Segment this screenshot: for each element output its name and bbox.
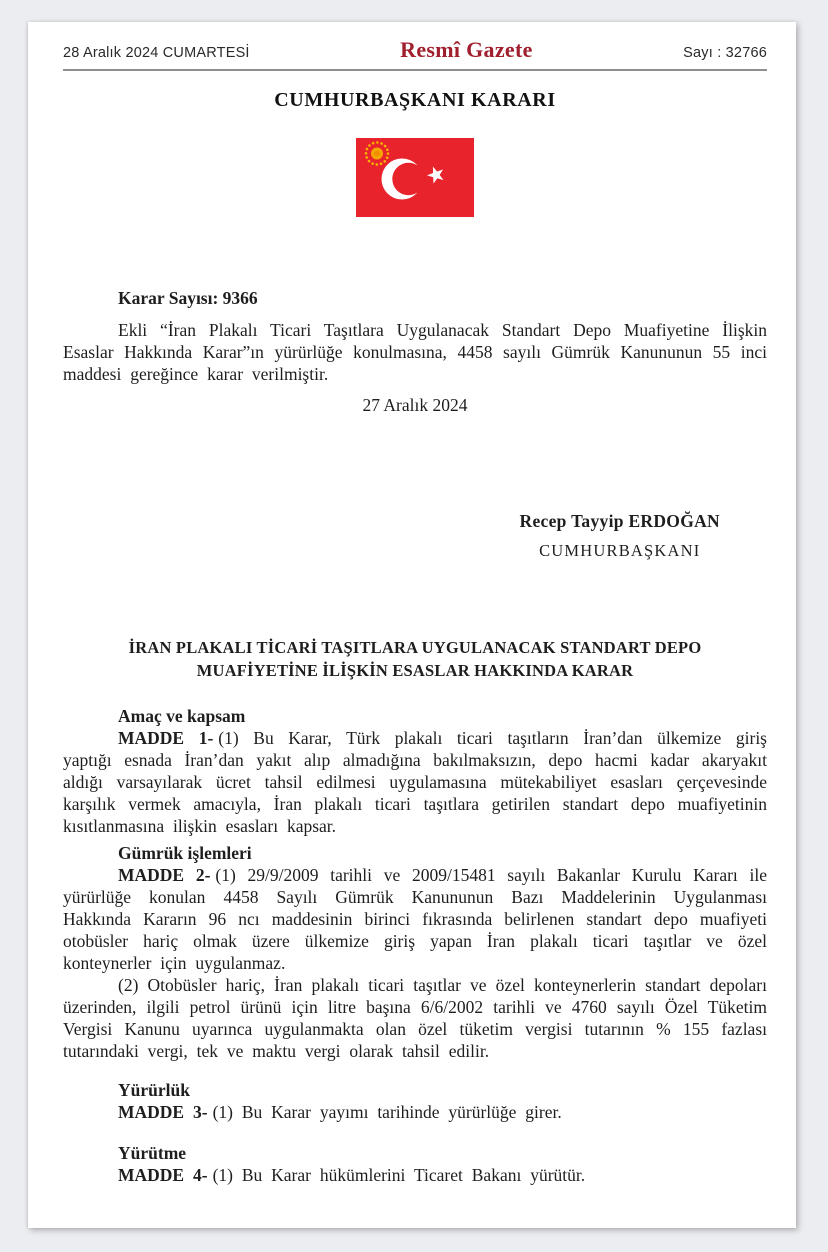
article-madde-4: [63, 1164, 767, 1186]
article-text: (2) Otobüsler hariç, İran plakalı ticari taşıtlar ve özel konteynerlerin standart depoları üzerinden, ilgili petrol ürünü için litre başına 6/6/2002 tarihli ve 4760 sayılı Özel Tüketim Vergisi Kanunu uyarınca uygulanmakta olan özel tüketim vergisi tutarının % 155 fazlası tutarındaki vergi, tek ve maktu vergi olarak tahsil edilir.: [63, 975, 767, 1061]
article-text: (1) Bu Karar, Türk plakalı ticari taşıtların İran’dan ülkemize giriş yaptığı esnada İran’dan yakıt alıp almadığına bakılmaksızın, depo hacmi kadar akaryakıt aldığı varsayılarak ücret tahsil edilmesi uygulamasına mütekabiliyet esasları çerçevesinde karşılık vermek amacıyla, İran plakalı ticari taşıtlara getirilen standart depo muafiyetinin kısıtlanmasına ilişkin esasları kapsar.: [63, 728, 767, 836]
section-yururluk: [63, 1080, 767, 1123]
president-title: CUMHURBAŞKANI: [539, 541, 701, 560]
article-label: MADDE 4-: [118, 1165, 208, 1185]
article-label: MADDE 1-: [118, 728, 214, 748]
decision-date: 27 Aralık 2024: [362, 395, 468, 415]
gazette-page: [28, 22, 796, 1228]
section-yurutme: [63, 1143, 767, 1186]
gazette-issue-number: Sayı : 32766: [683, 45, 767, 61]
article-madde-3: [63, 1101, 767, 1123]
section-heading: Yürütme: [118, 1143, 187, 1163]
gazette-date: 28 Aralık 2024 CUMARTESİ: [63, 45, 250, 61]
section-heading: Yürürlük: [118, 1080, 190, 1100]
president-name: Recep Tayyip ERDOĞAN: [519, 511, 720, 531]
section-heading: Amaç ve kapsam: [118, 706, 246, 726]
decision-intro-paragraph: Ekli “İran Plakalı Ticari Taşıtlara Uygulanacak Standart Depo Muafiyetine İlişkin Esaslar Hakkında Karar”ın yürürlüğe konulmasına, 4458 sayılı Gümrük Kanununun 55 inci maddesi gereğince karar verilmiştir.: [63, 320, 767, 384]
flag-container: [63, 138, 767, 222]
article-madde-2-fikra-1: [63, 864, 767, 974]
page-content: [28, 37, 796, 1186]
article-madde-2-fikra-2: [63, 974, 767, 1062]
signature-block: [520, 511, 720, 561]
decision-number: Karar Sayısı: 9366: [118, 288, 258, 308]
article-label: MADDE 3-: [118, 1102, 208, 1122]
gazette-title: Resmî Gazete: [400, 37, 533, 62]
article-text: (1) Bu Karar hükümlerini Ticaret Bakanı yürütür.: [212, 1165, 586, 1185]
section-gumruk-islemleri: [63, 843, 767, 1062]
article-madde-1: [63, 727, 767, 837]
article-text: (1) Bu Karar yayımı tarihinde yürürlüğe girer.: [212, 1102, 562, 1122]
article-text: (1) 29/9/2009 tarihli ve 2009/15481 sayılı Bakanlar Kurulu Kararı ile yürürlüğe konulan 4458 Sayılı Gümrük Kanununun Bazı Maddelerinin Uygulanması Hakkında Kararın 96 ncı maddesinin birinci fıkrasında belirlenen standart depo muafiyeti otobüsler hariç olmak üzere ülkemize giriş yapan İran plakalı ticari taşıtlar ve özel konteynerler için uygulanmaz.: [63, 865, 767, 973]
article-label: MADDE 2-: [118, 865, 211, 885]
section-amac-ve-kapsam: [63, 706, 767, 837]
annexed-decree-title: [63, 637, 767, 682]
annexed-decree-title-line1: İRAN PLAKALI TİCARİ TAŞITLARA UYGULANACAK STANDART DEPO: [128, 638, 702, 657]
decree-type-title: CUMHURBAŞKANI KARARI: [274, 89, 556, 111]
turkish-presidential-flag-icon: [356, 138, 474, 217]
gazette-masthead: [63, 37, 767, 63]
masthead-divider: [63, 69, 767, 71]
section-heading: Gümrük işlemleri: [118, 843, 252, 863]
annexed-decree-title-line2: MUAFİYETİNE İLİŞKİN ESASLAR HAKKINDA KARAR: [196, 660, 634, 680]
